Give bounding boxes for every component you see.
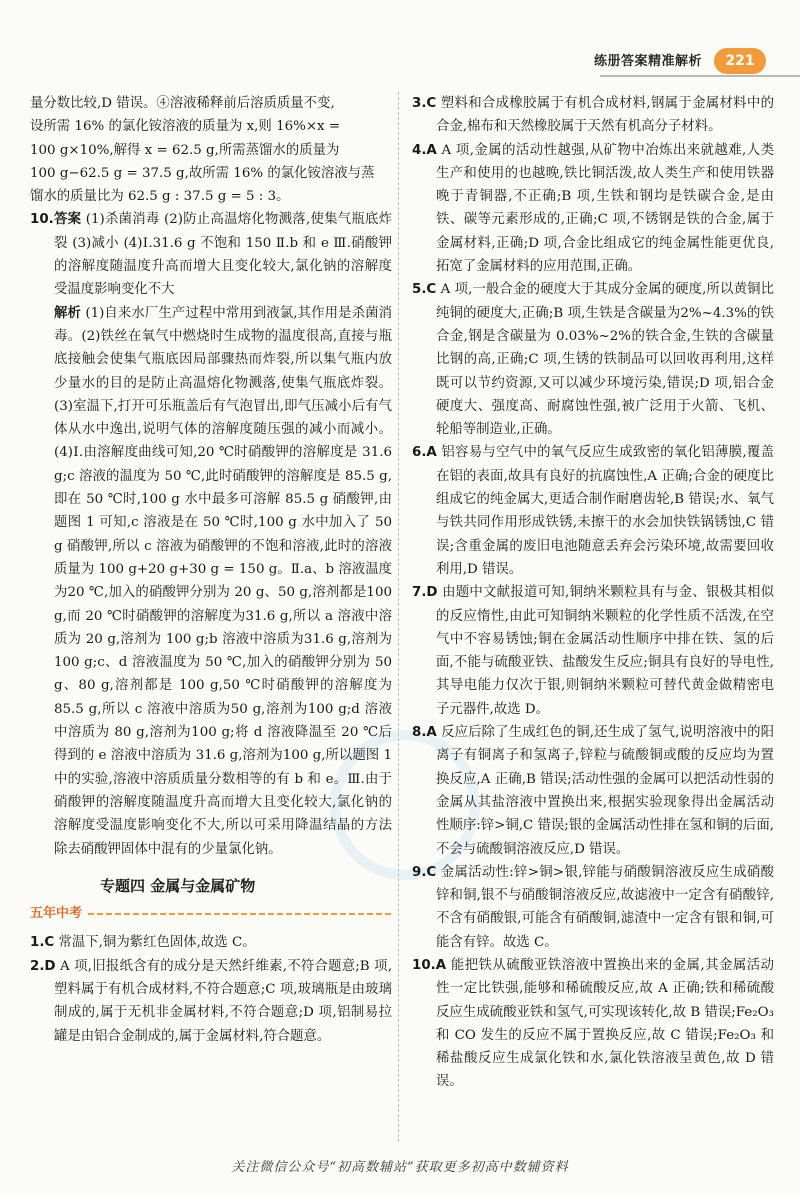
item-number: 2.D (30, 958, 56, 974)
section-header (30, 902, 392, 925)
left-column (30, 92, 392, 1048)
item-text: 塑料和合成橡胶属于有机合成材料,钢属于金属材料中的合金,棉布和天然橡胶属于天然有机高分子材料。 (436, 96, 774, 135)
item-text: 铝容易与空气中的氧气反应生成致密的氧化铝薄膜,覆盖在铝的表面,故具有良好的抗腐蚀性,A 正确;合金的硬度比组成它的纯金属大,更适合制作耐磨齿轮,B 错误;水、氧气与铁共同作用形成铁锈,未擦干的水会加快铁锅锈蚀,C 错误;含重金属的废旧电池随意丢弃会污染环境,故需要回收利用,D 错误。 (436, 445, 774, 577)
item-number: 7.D (412, 585, 438, 601)
answer-item (412, 441, 774, 581)
answer-item (30, 931, 392, 954)
item-text: 反应后除了生成红色的铜,还生成了氢气,说明溶液中的阳离子有铜离子和氢离子,锌粒与硫酸铜或酸的反应均为置换反应,A 正确,B 错误;活动性强的金属可以把活动性弱的金属从其盐溶液中置换出来,根据实验现象得出金属活动性顺序:锌>铜,C 错误;银的金属活动性排在氢和铜的后面,不会与硫酸铜溶液反应,D 错误。 (436, 725, 774, 857)
answer-item (412, 139, 774, 279)
text-line: 设所需 16% 的氯化铵溶液的质量为 x,则 16%×x = (30, 119, 341, 135)
question-number: 10. (30, 212, 54, 228)
item-number: 8.A (412, 725, 437, 741)
item-number: 5.C (412, 282, 437, 298)
item-number: 4.A (412, 142, 437, 158)
section-divider (88, 913, 392, 915)
item-text: A 项,旧报纸含有的成分是天然纤维素,不符合题意;B 项,塑料属于有机合成材料,不符合题意;C 项,玻璃瓶是由玻璃制成的,属于无机非金属材料,不符合题意;D 项,铝制易拉罐是由铝合金制成的,属于金属材料,符合题意。 (54, 958, 392, 1044)
header-rule (600, 75, 800, 77)
answer-label: 答案 (53, 212, 82, 228)
question-10-analysis (30, 302, 392, 861)
header-title: 练册答案精准解析 (594, 54, 703, 69)
item-text: 金属活动性:锌>铜>银,锌能与硝酸铜溶液反应生成硝酸锌和铜,银不与硝酸铜溶液反应,故滤液中一定含有硝酸锌,不含有硝酸银,可能含有硝酸铜,滤渣中一定含有银和铜,可能含有锌。故选 C。 (436, 864, 774, 950)
text-line: 100 g×10%,解得 x = 62.5 g,所需蒸馏水的质量为 (30, 142, 340, 158)
footer-note: 关注微信公众号“初高数辅站”获取更多初高中数辅资料 (231, 1160, 569, 1175)
text-line: 100 g−62.5 g = 37.5 g,故所需 16% 的氯化铵溶液与蒸 (30, 165, 375, 181)
item-text: A 项,一般合金的硬度大于其成分金属的硬度,所以黄铜比纯铜的硬度大,正确;B 项,生铁是含碳量为2%~4.3%的铁合金,钢是含碳量为 0.03%~2%的铁合金,生铁的含碳量比钢的高,正确;C 项,生锈的铁制品可以回收再利用,这样既可以节约资源,又可以减少环境污染,错误;D 项,铝合金硬度大、强度高、耐腐蚀性强,被广泛用于火箭、飞机、轮船等制造业,正确。 (436, 282, 774, 438)
answer-item (412, 581, 774, 721)
item-text: 常温下,铜为紫红色固体,故选 C。 (58, 935, 256, 951)
text-line: 馏水的质量比为 62.5 g : 37.5 g = 5 : 3。 (30, 189, 290, 205)
item-text: 由题中文献报道可知,铜纳米颗粒具有与金、银极其相似的反应惰性,由此可知铜纳米颗粒的化学性质不活泼,在空气中不容易锈蚀;铜在金属活动性顺序中排在铁、氢的后面,不能与硫酸亚铁、盐酸发生反应;铜具有良好的导电性,其导电能力仅次于银,则铜纳米颗粒可替代黄金做精密电子元器件,故选 D。 (436, 585, 774, 717)
right-column (412, 92, 774, 1094)
question-10-answer (30, 208, 392, 301)
item-text: A 项,金属的活动性越强,从矿物中冶炼出来就越难,人类生产和使用的也越晚,铁比铜活泼,故人类生产和使用铁器晚于青铜器,不正确;B 项,生铁和钢均是铁碳合金,是由铁、碳等元素形成的,正确;C 项,不锈钢是铁的合金,属于金属材料,正确;D 项,合金比组成它的纯金属性能更优良,拓宽了金属材料的应用范围,正确。 (436, 142, 774, 275)
answer-text: (1)杀菌消毒 (2)防止高温熔化物溅落,使集气瓶底炸裂 (3)减小 (4)Ⅰ.31.6 g 不饱和 150 Ⅱ.b 和 e Ⅲ.硝酸钾的溶解度随温度升高而增大且变化较大,氯化钠的溶解度受温度影响变化不大 (54, 212, 393, 298)
item-number: 1.C (30, 935, 55, 951)
item-text: 能把铁从硫酸亚铁溶液中置换出来的金属,其金属活动性一定比铁强,能够和稀硫酸反应,故 A 正确;铁和稀硫酸反应生成硫酸亚铁和氢气,可实现该转化,故 B 错误;Fe₂O₃ 和 CO 发生的反应不属于置换反应,故 C 错误;Fe₂O₃ 和稀盐酸反应生成氯化铁和水,氯化铁溶液呈黄色,故 D 错误。 (436, 957, 774, 1090)
section-label: 五年中考 (30, 906, 83, 922)
page-number-badge: 221 (714, 48, 766, 74)
answer-item (412, 954, 774, 1094)
answer-item (412, 92, 774, 139)
item-number: 6.A (412, 445, 437, 461)
item-number: 3.C (412, 96, 437, 111)
item-number: 9.C (412, 864, 437, 880)
text-line: 量分数比较,D 错误。④溶液稀释前后溶质质量不变, (30, 96, 335, 111)
analysis-text: (1)自来水厂生产过程中常用到液氯,其作用是杀菌消毒。(2)铁丝在氧气中燃烧时生成物的温度很高,直接与瓶底接触会使集气瓶底因局部骤热而炸裂,所以集气瓶内放少量水的目的是防止高温熔化物溅落,使集气瓶底炸裂。(3)室温下,打开可乐瓶盖后有气泡冒出,即气压减小后有气体从水中逸出,说明气体的溶解度随压强的减小而减小。(4)Ⅰ.由溶解度曲线可知,20 ℃时硝酸钾的溶解度是 31.6 g;c 溶液的温度为 50 ℃,此时硝酸钾的溶解度是 85.5 g,即在 50 ℃时,100 g 水中最多可溶解 85.5 g 硝酸钾,由题图 1 可知,c 溶液是在 50 ℃时,100 g 水中加入了 50 g 硝酸钾,所以 c 溶液为硝酸钾的不饱和溶液,此时的溶液质量为 100 g+20 g+30 g = 150 g。Ⅱ.a、b 溶液温度为20 ℃,加入的硝酸钾分别为 20 g、50 g,溶剂都是100 g,而 20 ℃时硝酸钾的溶解度为31.6 g,所以 a 溶液中溶质为 20 g,溶剂为 100 g;b 溶液中溶质为31.6 g,溶剂为100 g;c、d 溶液温度为 50 ℃,加入的硝酸钾分别为 50 g、80 g,溶剂都是 100 g,50 ℃时硝酸钾的溶解度为 85.5 g,所以 c 溶液中溶质为50 g,溶剂为100 g;d 溶液中溶质为 80 g,溶剂为100 g;将 d 溶液降温至 20 ℃后得到的 e 溶液中溶质为 31.6 g,溶剂为100 g,所以题图 1 中的实验,溶液中溶质质量分数相等的有 b 和 e。Ⅲ.由于硝酸钾的溶解度随温度升高而增大且变化较大,氯化钠的溶解度受温度影响变化不大,所以可采用降温结晶的方法除去硝酸钾固体中混有的少量氯化钠。 (54, 305, 392, 857)
answer-item (30, 955, 392, 1048)
topic-title: 专题四 金属与金属矿物 (100, 876, 256, 895)
answer-item (412, 721, 774, 861)
answer-item (412, 861, 774, 954)
column-divider (398, 92, 399, 1142)
analysis-label: 解析 (54, 305, 81, 321)
item-number: 10.A (412, 957, 447, 973)
answer-item (412, 278, 774, 441)
